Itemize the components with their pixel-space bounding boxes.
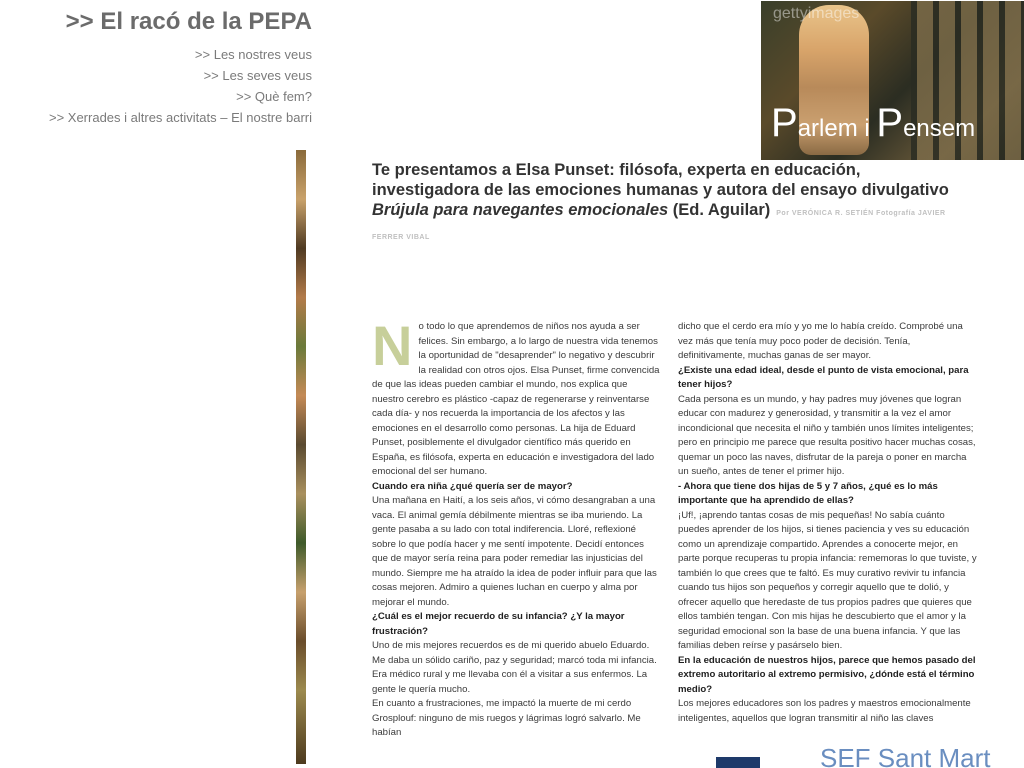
article-paragraph: Cada persona es un mundo, y hay padres muy jóvenes que logran educar con madurez y generosidad, y transmitir a la vez el amor incondicional que necesita el niño y también unos límites inteligentes; pero en principio me parece que resulta positivo hacer muchas cosas, quemar un poco las naves, disfrutar de la pareja o poner en marcha un sueño, antes de tener el primer hijo. xyxy=(678,393,976,477)
hero-caption-rest-2: ensem xyxy=(903,115,976,142)
article-paragraph: dicho que el cerdo era mío y yo me lo había creído. Comprobé una vez más que tenía muy poco poder de decisión. Tenía, definitivamente, muchas ganas de ser mayor. xyxy=(678,321,963,361)
article-paragraph: o todo lo que aprendemos de niños nos ayuda a ser felices. Sin embargo, a lo largo de nuestra vida tenemos la oportunidad de "desaprender" lo negativo y descubrir la realidad con otros ojos. Elsa Punset, firme convencida de que las ideas pueden cambiar el mundo, nos explica que nuestro cerebro es plástico -capaz de regenerarse y reinventarse cada día- y nos recuerda la importancia de los afectos y las emociones en el desarrollo como personas. La hija de Eduard Punset, posiblemente el divulgador científico más querido en España, es filósofa, experta en educación e investigadora del lado emocional del ser humano. xyxy=(372,321,660,477)
drop-cap: N xyxy=(372,314,413,377)
footer-logo-fragment xyxy=(716,745,1024,768)
hero-caption-initial-2: P xyxy=(876,101,904,145)
headline-main: Te presentamos a Elsa Punset: filósofa, experta en educación, investigadora de las emociones humanas y autora del ensayo divulgativo xyxy=(372,161,949,199)
article-paragraph: Uno de mis mejores recuerdos es de mi querido abuelo Eduardo. Me daba un sólido cariño, paz y seguridad; marcó toda mi infancia. Era médico rural y me llevaba con él a visitar a sus enfermos. La gente le quería mucho. xyxy=(372,640,657,695)
interview-question: En la educación de nuestros hijos, parece que hemos pasado del extremo autoritario al extremo permisivo, ¿dónde está el término medio? xyxy=(678,654,976,695)
nav-link-que-fem[interactable]: >> Què fem? xyxy=(236,89,312,104)
hero-watermark: gettyimages xyxy=(773,5,860,22)
nav-link-les-seves-veus[interactable]: >> Les seves veus xyxy=(203,68,312,83)
footer-logo-mark xyxy=(716,757,760,768)
interview-question: Cuando era niña ¿qué quería ser de mayor? xyxy=(372,480,573,492)
article-headline xyxy=(372,160,972,248)
photo-strip-decorative xyxy=(296,150,306,764)
site-nav xyxy=(0,44,312,128)
hero-caption xyxy=(771,101,975,146)
site-title[interactable]: >> El racó de la PEPA xyxy=(65,8,312,35)
article-paragraph: En cuanto a frustraciones, me impactó la muerte de mi cerdo Grosplouf: ninguno de mis ruegos y lágrimas logró salvarlo. Me habían xyxy=(372,698,641,738)
nav-link-les-nostres-veus[interactable]: >> Les nostres veus xyxy=(194,47,312,62)
article-credits: Por VERÓNICA R. SETIÉN Fotografía JAVIER FERRER VIBAL xyxy=(372,210,946,241)
interview-question: - Ahora que tiene dos hijas de 5 y 7 años, ¿qué es lo más importante que ha aprendido de ellas? xyxy=(678,480,938,506)
article-column-left xyxy=(372,314,662,741)
hero-caption-rest-1: arlem i xyxy=(797,115,877,142)
hero-caption-initial-1: P xyxy=(771,101,798,145)
hero-banner-image xyxy=(761,1,1024,160)
headline-publisher: (Ed. Aguilar) xyxy=(668,201,771,219)
article-paragraph: ¡Uf!, ¡aprendo tantas cosas de mis pequeñas! No sabía cuánto puedes aprender de los hijos, si tienes paciencia y ves su educación como un aprendizaje compartido. Aprendes a conocerte mejor, en parte porque recuperas tu propia infancia: rememoras lo que tuviste, y también lo que crees que te faltó. Es muy curativo revivir tu infancia cuando tus hijos son pequeños y corregir aquello que te dolió, y ofrecer aquello que heredaste de tus propios padres que quieres que ellos también tengan. Con mis hijas he descubierto que el amor y la seguridad emocional son la base de una buena infancia. Y que las familias deben reírse y pasárselo bien. xyxy=(678,509,977,651)
magazine-article-scan xyxy=(366,158,986,738)
nav-link-xerrades[interactable]: >> Xerrades i altres activitats – El nostre barri xyxy=(48,110,312,125)
interview-question: ¿Existe una edad ideal, desde el punto de vista emocional, para tener hijos? xyxy=(678,364,969,390)
footer-logo-text: SEF Sant Mart xyxy=(820,745,991,768)
article-column-right xyxy=(678,320,978,726)
headline-book-title: Brújula para navegantes emocionales xyxy=(372,201,669,219)
article-paragraph: Los mejores educadores son los padres y maestros emocionalmente inteligentes, aquellos que logran transmitir al niño las claves xyxy=(678,698,971,724)
article-paragraph: Una mañana en Haití, a los seis años, vi cómo desangraban a una vaca. El animal gemía débilmente mientras se iba muriendo. La gente pasaba a su lado con total indiferencia. Lloré, reflexioné sobre lo que podía hacer y me sentí impotente. Decidí entonces que de mayor sería reina para poder remediar las injusticias del mundo. Siempre me ha atraído la idea de poder influir para que las cosas mejoren. Admiro a quienes luchan en cuerpo y alma por mejorar el mundo. xyxy=(372,495,657,608)
interview-question: ¿Cuál es el mejor recuerdo de su infancia? ¿Y la mayor frustración? xyxy=(372,611,625,637)
